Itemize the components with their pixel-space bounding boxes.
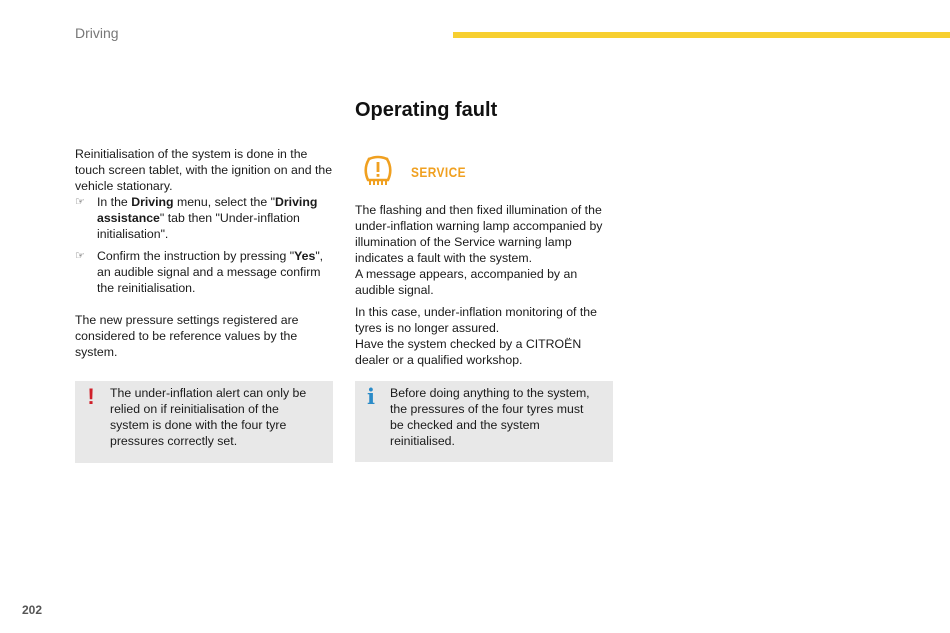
monitoring-text: In this case, under-inflation monitoring of the tyres is no longer assured. [355, 305, 597, 335]
warning-note [75, 381, 333, 463]
exclamation-icon: ! [87, 384, 95, 409]
info-note-text: Before doing anything to the system, the pressures of the four tyres must be checked and the system reinitialised. [390, 386, 590, 448]
bullet1-driving-menu: Driving [131, 195, 174, 209]
bullet2-text-a: Confirm the instruction by pressing " [97, 249, 295, 263]
header-accent-bar [453, 32, 950, 38]
info-icon: i [367, 384, 375, 409]
page-heading: Operating fault [355, 99, 498, 121]
service-warning-label: SERVICE [411, 164, 467, 180]
bullet1-text-a: In the [97, 195, 132, 209]
bullet1-text-b: menu, select the " [173, 195, 275, 209]
bullet1-driving-assistance: Driving assistance [97, 195, 318, 225]
bullet2-text-b: ", an audible signal and a message confirm the reinitialisation. [97, 249, 324, 295]
fault-description: The flashing and then fixed illumination of the under-inflation warning lamp accompanied by illumination of the Service warning lamp indicates a fault with the system. [355, 203, 603, 265]
fault-message: A message appears, accompanied by an audible signal. [355, 267, 578, 297]
right-column [355, 202, 610, 368]
tyre-pressure-warning-icon [362, 155, 394, 189]
warning-lamp-row [362, 155, 476, 189]
info-note [355, 381, 613, 462]
warning-note-text: The under-inflation alert can only be relied on if reinitialisation of the system is done with the four tyre pressures correctly set. [110, 386, 307, 448]
instruction-bullet-2 [75, 248, 340, 296]
pointing-hand-icon: ☞ [75, 196, 85, 208]
intro-text: Reinitialisation of the system is done in the touch screen tablet, with the ignition on and the vehicle stationary. [75, 147, 333, 193]
closing-text: The new pressure settings registered are considered to be reference values by the system. [75, 313, 299, 359]
bullet2-yes: Yes [294, 249, 316, 263]
pointing-hand-icon: ☞ [75, 250, 85, 262]
left-column [75, 146, 340, 360]
instruction-bullet-1 [75, 194, 340, 242]
bullet1-text-c: " tab then "Under-inflation initialisation". [97, 211, 300, 241]
page-number: 202 [22, 603, 43, 617]
section-label: Driving [75, 25, 119, 41]
dealer-text: Have the system checked by a CITROËN dealer or a qualified workshop. [355, 337, 582, 367]
